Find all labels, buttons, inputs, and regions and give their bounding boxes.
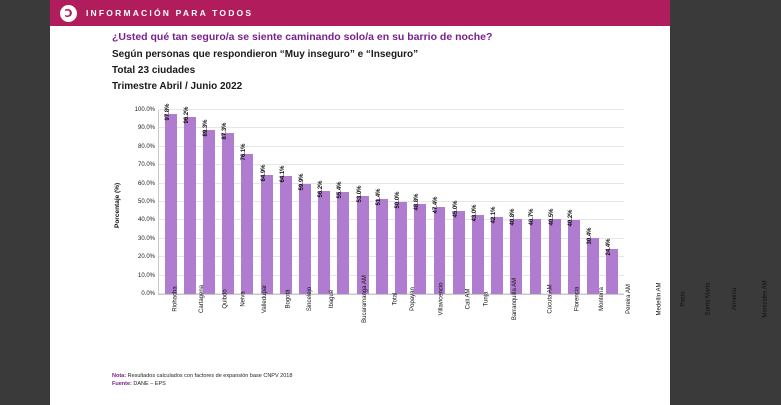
- bar-item[interactable]: [449, 110, 468, 294]
- source-label: Fuente:: [112, 381, 132, 387]
- bar[interactable]: [567, 209, 580, 294]
- bar-value-label: 87.3%: [222, 122, 229, 140]
- source-text: DANE – EPS: [131, 381, 166, 387]
- x-label-slot: [386, 292, 399, 306]
- x-label-slot: [248, 284, 276, 314]
- bar-value-label: 56.2%: [318, 180, 325, 198]
- slide: [50, 0, 769, 405]
- bar-item[interactable]: [372, 110, 391, 294]
- bar[interactable]: [222, 122, 234, 294]
- bar[interactable]: [375, 188, 388, 294]
- y-tick-label: 100.0%: [134, 107, 155, 113]
- bar[interactable]: [491, 206, 503, 294]
- bar[interactable]: [337, 181, 349, 294]
- bar[interactable]: [164, 103, 177, 294]
- bar-item[interactable]: [295, 110, 314, 294]
- bar-value-label: 40.2%: [567, 209, 574, 227]
- x-tick-label: Manizales AM: [762, 280, 769, 318]
- dane-logo-icon: Ɔ: [60, 5, 77, 22]
- bar-item[interactable]: [257, 110, 276, 294]
- x-label-slot: [276, 289, 295, 309]
- bar-value-label: 43.0%: [471, 204, 478, 222]
- y-tick-label: 30.0%: [137, 235, 155, 242]
- x-tick-label: Quibdó: [223, 289, 230, 309]
- bar-item[interactable]: [526, 110, 545, 294]
- bar-value-label: 96.2%: [183, 106, 190, 124]
- bar-item[interactable]: [276, 110, 295, 294]
- y-tick-label: 70.0%: [137, 162, 155, 169]
- bar-item[interactable]: [507, 110, 526, 294]
- bar-value-label: 42.1%: [491, 206, 498, 224]
- x-label-slot: [562, 286, 587, 312]
- x-tick-label: Bucaramanga AM: [361, 275, 368, 323]
- bar-item[interactable]: [583, 110, 602, 294]
- x-tick-label: Neiva: [240, 291, 247, 307]
- bar[interactable]: [183, 106, 196, 294]
- x-label-slot: [338, 275, 386, 323]
- bar-value-label: 40.8%: [510, 208, 517, 226]
- bar-value-label: 40.7%: [529, 208, 536, 226]
- bar-item[interactable]: [391, 110, 410, 294]
- subtitle-line-1: Según personas que respondieron “Muy inseguro” e “Inseguro”: [112, 49, 419, 60]
- footer: [112, 372, 632, 388]
- bar-value-label: 64.1%: [279, 165, 286, 183]
- bar-item[interactable]: [334, 110, 353, 294]
- bar-value-label: 24.4%: [606, 238, 613, 256]
- bar[interactable]: [471, 204, 484, 294]
- bar-item[interactable]: [411, 110, 430, 294]
- y-tick-label: 40.0%: [137, 217, 155, 224]
- bar[interactable]: [452, 200, 465, 294]
- bar-item[interactable]: [180, 106, 199, 294]
- x-tick-label: Pasto: [681, 291, 688, 307]
- bar[interactable]: [203, 119, 215, 294]
- x-label-slot: [587, 287, 611, 311]
- bar-item[interactable]: [564, 110, 583, 294]
- subtitle-line-2: Total 23 ciudades: [112, 65, 196, 76]
- x-tick-label: Santa Marta: [705, 282, 712, 316]
- x-tick-label: Bogotá: [285, 289, 292, 309]
- bar-item[interactable]: [315, 110, 334, 294]
- x-tick-label: Cali AM: [465, 288, 472, 310]
- bar-value-label: 53.0%: [356, 185, 363, 203]
- bar[interactable]: [318, 180, 330, 294]
- bar-item[interactable]: [199, 110, 218, 294]
- header-band: [50, 0, 670, 26]
- bar[interactable]: [299, 173, 311, 294]
- x-label-slot: [185, 284, 213, 314]
- x-label-slot: [320, 289, 338, 309]
- bar-item[interactable]: [161, 103, 180, 294]
- note-text: Resultados calculados con factores de expansión base CNPV 2018: [126, 373, 293, 379]
- x-axis-labels: [158, 275, 769, 323]
- bar-value-label: 51.4%: [375, 188, 382, 206]
- bar-value-label: 48.8%: [414, 193, 421, 211]
- x-tick-label: Cartagena: [199, 284, 206, 314]
- x-tick-label: Barranquilla AM: [511, 277, 518, 321]
- bar-value-label: 59.9%: [299, 173, 306, 191]
- x-tick-label: Riohacha: [172, 286, 179, 312]
- bar[interactable]: [587, 227, 599, 294]
- x-tick-label: Florencia: [574, 286, 581, 312]
- bar-value-label: 30.4%: [587, 227, 594, 245]
- x-tick-label: Villavicencio: [438, 282, 445, 316]
- bar-item[interactable]: [353, 110, 372, 294]
- bar-value-label: 47.4%: [433, 196, 440, 214]
- x-label-slot: [611, 284, 641, 314]
- x-tick-label: Tunja: [483, 291, 490, 307]
- bar-value-label: 97.8%: [164, 103, 171, 121]
- note-line: [112, 372, 632, 380]
- x-tick-label: Valledupar: [262, 284, 269, 314]
- x-label-slot: [160, 286, 185, 312]
- y-tick-label: 60.0%: [137, 180, 155, 187]
- x-tick-label: Montería: [598, 287, 605, 311]
- x-label-slot: [640, 282, 673, 316]
- header-title: INFORMACIÓN PARA TODOS: [86, 8, 254, 18]
- y-tick-label: 50.0%: [137, 199, 155, 205]
- bar[interactable]: [241, 143, 253, 294]
- y-tick-label: 20.0%: [137, 254, 155, 261]
- x-label-slot: [233, 291, 248, 307]
- bar[interactable]: [548, 208, 561, 294]
- bar-value-label: 55.4%: [337, 181, 344, 199]
- x-label-slot: [744, 280, 781, 318]
- source-line: [112, 380, 632, 388]
- plot-area: [134, 103, 624, 297]
- x-tick-label: Pereira AM: [625, 284, 632, 314]
- x-label-slot: [689, 282, 722, 316]
- bar-value-label: 50.0%: [395, 191, 402, 209]
- bar[interactable]: [529, 208, 542, 294]
- bar-item[interactable]: [238, 110, 257, 294]
- bar-value-label: 40.5%: [548, 208, 555, 226]
- y-tick-label: 90.0%: [137, 125, 155, 132]
- x-tick-label: Medellín AM: [656, 282, 663, 316]
- title-block: [112, 31, 632, 96]
- chart: [112, 100, 769, 355]
- bar-series: [159, 103, 624, 294]
- y-tick-label: 0.0%: [141, 291, 155, 297]
- bar-value-label: 64.9%: [260, 164, 267, 182]
- page-title: ¿Usted qué tan seguro/a se siente caminando solo/a en su barrio de noche?: [112, 31, 493, 43]
- x-label-slot: [398, 287, 422, 311]
- bar[interactable]: [414, 193, 426, 294]
- note-label: Nota:: [112, 373, 127, 379]
- bar[interactable]: [279, 165, 292, 294]
- x-label-slot: [295, 286, 319, 312]
- bar[interactable]: [606, 238, 618, 294]
- bar[interactable]: [433, 196, 446, 294]
- bar-value-label: 45.0%: [452, 200, 459, 218]
- x-label-slot: [476, 291, 491, 307]
- x-label-slot: [455, 288, 476, 310]
- y-tick-label: 80.0%: [137, 143, 155, 150]
- bar-item[interactable]: [545, 110, 564, 294]
- bar-item[interactable]: [219, 110, 238, 294]
- bar-item[interactable]: [603, 110, 622, 294]
- x-tick-label: Cúcuta AM: [547, 284, 554, 314]
- bar-value-label: 76.1%: [241, 143, 248, 161]
- x-tick-label: Sincelejo: [307, 286, 314, 312]
- x-label-slot: [721, 287, 743, 311]
- x-tick-label: Armenia: [732, 287, 739, 311]
- x-label-slot: [213, 289, 232, 309]
- y-axis-label: Porcentaje (%): [114, 182, 121, 228]
- x-label-slot: [673, 291, 688, 307]
- x-tick-label: Ibagué: [328, 289, 335, 309]
- bar-item[interactable]: [468, 110, 487, 294]
- x-tick-label: Popayán: [410, 287, 417, 311]
- bar[interactable]: [260, 164, 273, 294]
- x-label-slot: [422, 282, 455, 316]
- x-label-slot: [533, 284, 562, 314]
- x-tick-label: Total: [392, 292, 399, 306]
- bar-item[interactable]: [430, 110, 449, 294]
- y-tick-label: 10.0%: [137, 272, 155, 279]
- bar-item[interactable]: [487, 110, 506, 294]
- bar-value-label: 89.3%: [203, 119, 209, 137]
- bar[interactable]: [395, 191, 407, 294]
- x-label-slot: [491, 277, 533, 321]
- subtitle-line-3: Trimestre Abril / Junio 2022: [112, 81, 243, 92]
